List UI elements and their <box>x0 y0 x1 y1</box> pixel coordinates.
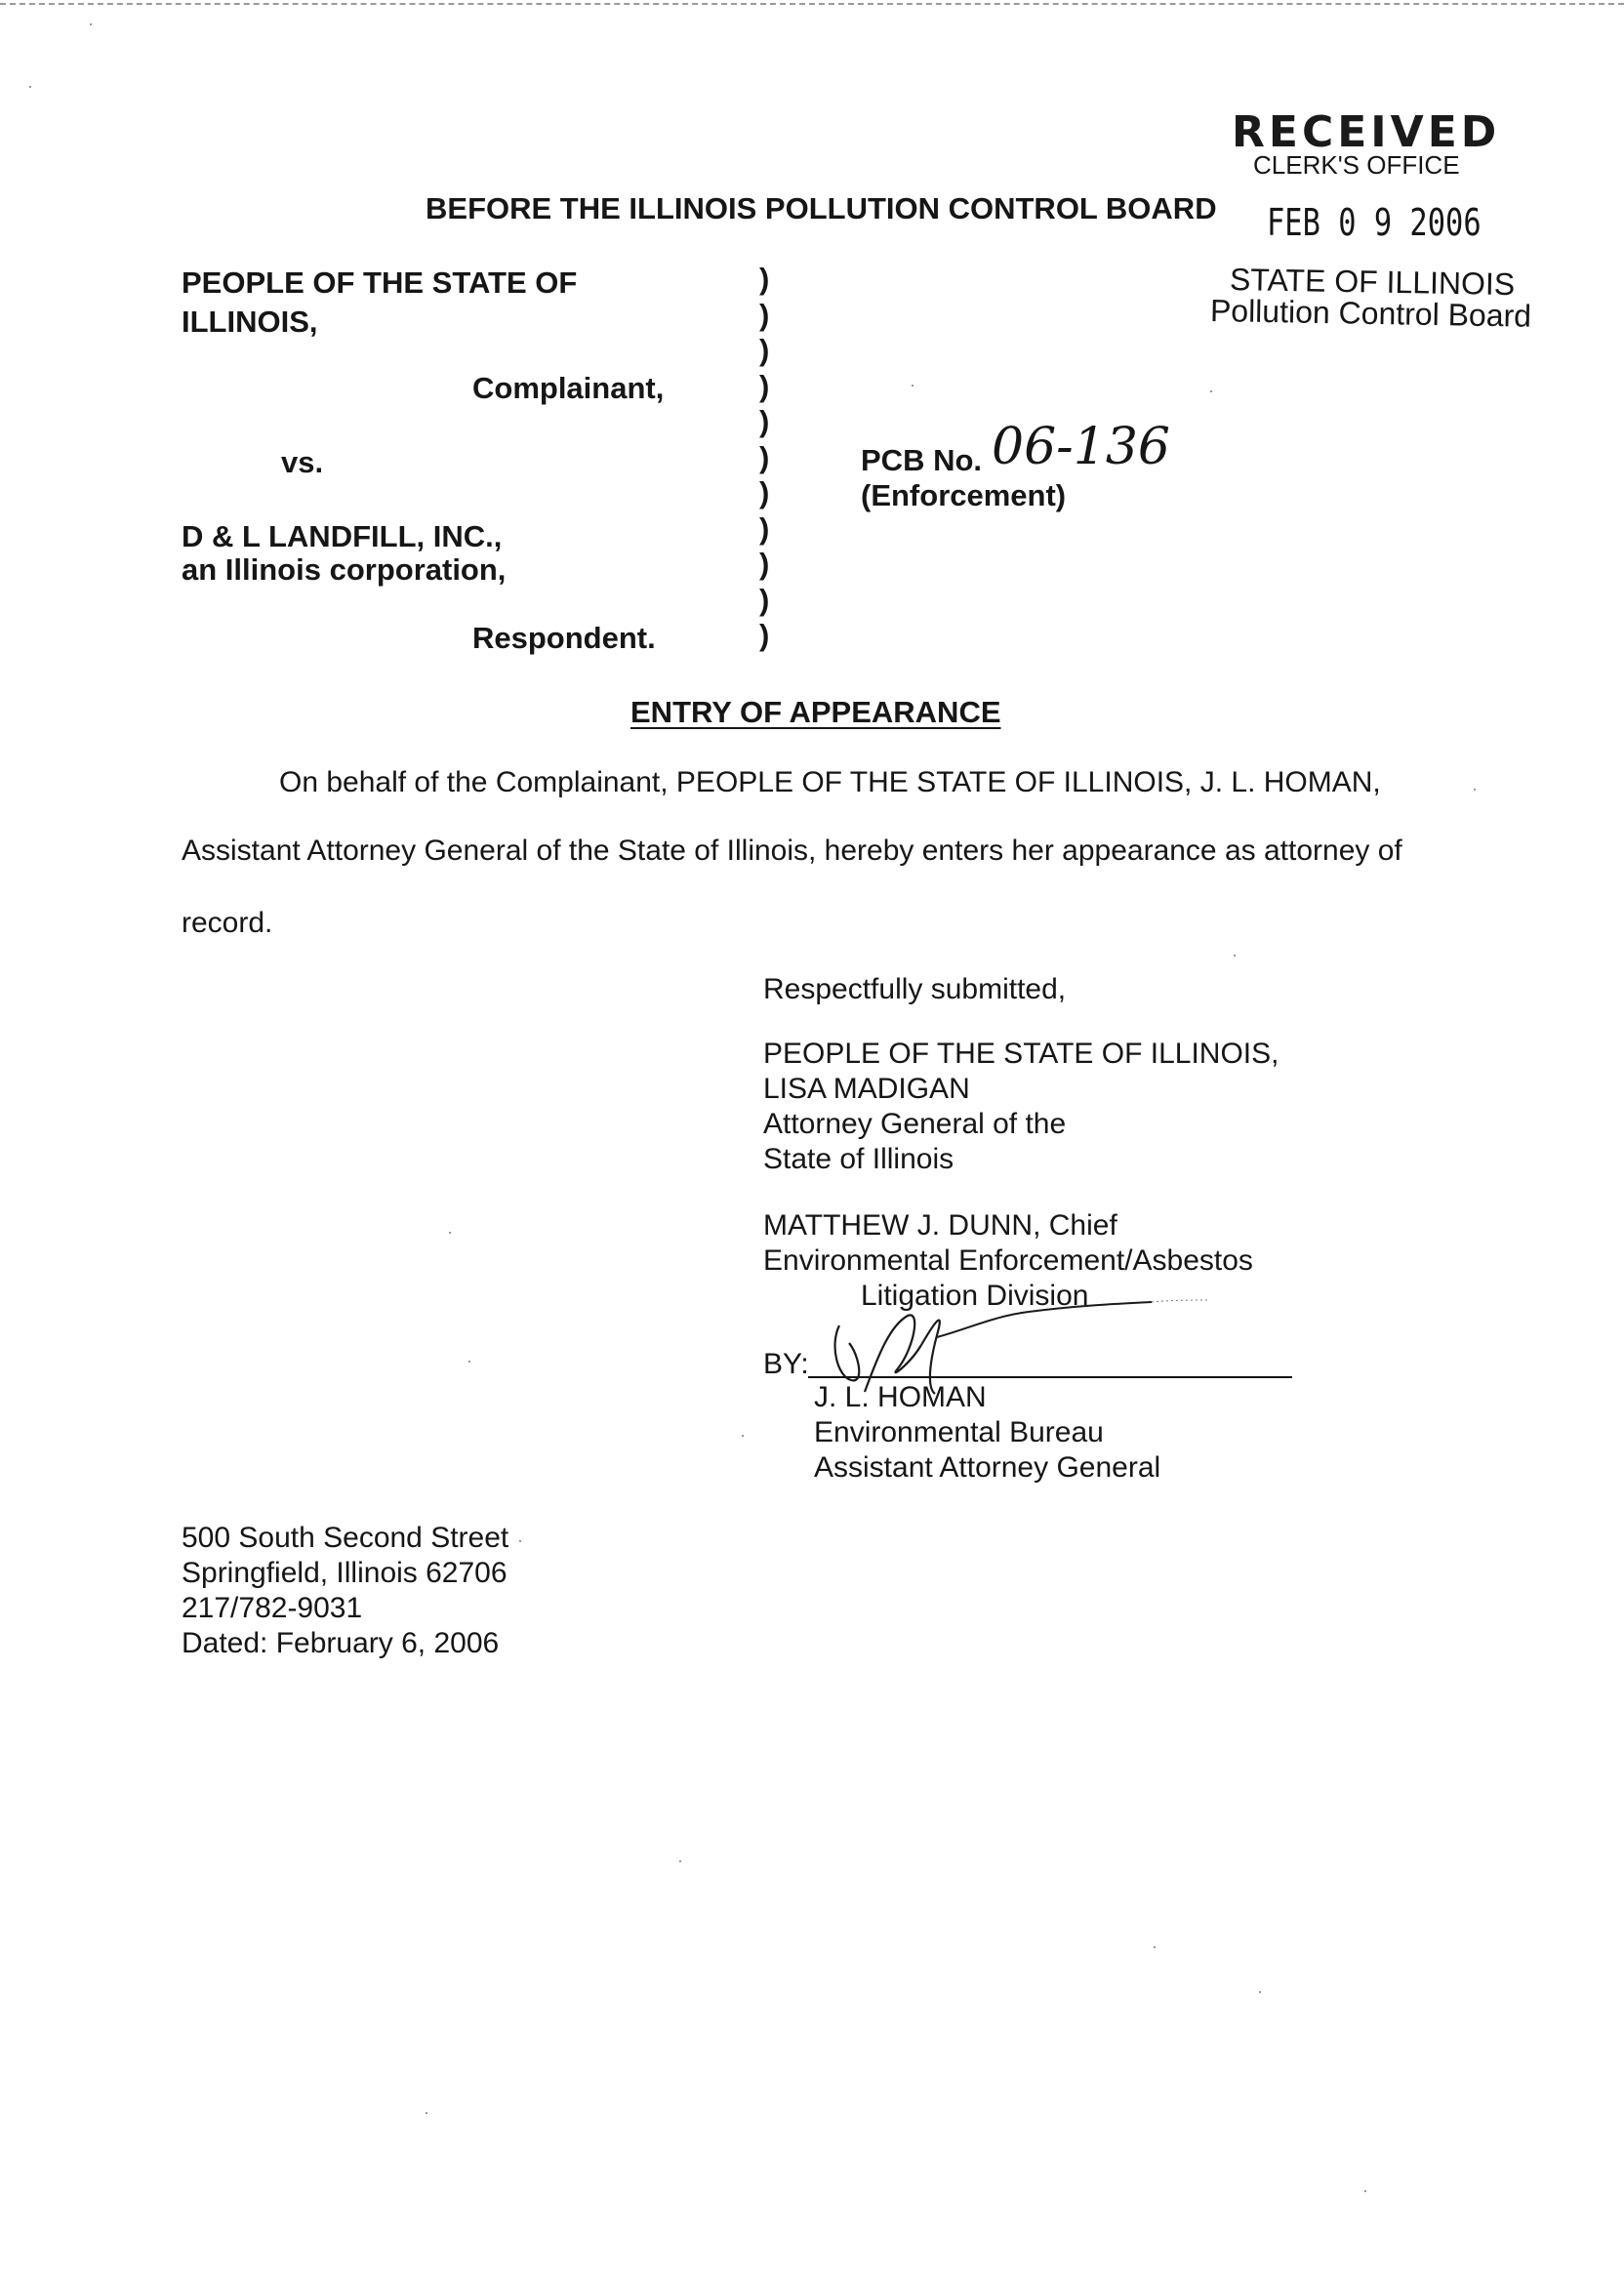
scan-speck <box>912 385 914 387</box>
address-street: 500 South Second Street <box>182 1522 509 1554</box>
paren: ) <box>759 439 770 474</box>
scan-speck <box>679 1860 681 1862</box>
dated-line: Dated: February 6, 2006 <box>182 1627 500 1659</box>
address-phone: 217/782-9031 <box>182 1592 363 1624</box>
scan-speck <box>742 1435 744 1437</box>
paren: ) <box>759 547 770 581</box>
paren: ) <box>759 475 770 509</box>
scan-speck <box>1210 390 1212 392</box>
stamp-state: STATE OF ILLINOIS <box>1229 262 1516 303</box>
division-line2: Litigation Division <box>861 1280 1089 1312</box>
scan-speck <box>1259 1991 1261 1993</box>
scan-speck <box>90 23 92 25</box>
body-line-3: record. <box>182 907 273 939</box>
stamp-received: RECEIVED <box>1232 107 1501 157</box>
closing: Respectfully submitted, <box>763 973 1067 1005</box>
scan-speck <box>468 1361 470 1363</box>
paren: ) <box>759 262 770 296</box>
respondent-role: Respondent. <box>472 621 656 655</box>
ag-title-line1: Attorney General of the <box>763 1108 1067 1140</box>
scan-speck <box>449 1232 451 1234</box>
paren: ) <box>759 404 770 438</box>
stamp-board: Pollution Control Board <box>1209 293 1532 334</box>
body-line-1: On behalf of the Complainant, PEOPLE OF THE STATE OF ILLINOIS, J. L. HOMAN, <box>279 766 1381 798</box>
versus: vs. <box>281 445 324 479</box>
party-name: PEOPLE OF THE STATE OF ILLINOIS, <box>763 1038 1279 1070</box>
scan-edge-line <box>0 3 1624 5</box>
stamp-date: FEB 0 9 2006 <box>1267 201 1482 244</box>
paren: ) <box>759 618 770 652</box>
complainant-name-line1: PEOPLE OF THE STATE OF <box>182 265 578 300</box>
body-line-2: Assistant Attorney General of the State of Illinois, hereby enters her appearance as attorney of <box>182 835 1402 867</box>
signer-name: J. L. HOMAN <box>814 1381 987 1413</box>
scan-speck <box>1474 789 1476 791</box>
paren: ) <box>759 582 770 617</box>
division-line1: Environmental Enforcement/Asbestos <box>763 1244 1253 1277</box>
ag-title-line2: State of Illinois <box>763 1143 954 1175</box>
complainant-name-line2: ILLINOIS, <box>182 305 318 339</box>
board-heading: BEFORE THE ILLINOIS POLLUTION CONTROL BOARD <box>426 191 1217 225</box>
by-label: BY: <box>763 1348 809 1380</box>
scan-speck <box>1364 2190 1366 2192</box>
document-title: ENTRY OF APPEARANCE <box>630 695 1001 729</box>
caption-paren-column <box>759 262 769 654</box>
complainant-role: Complainant, <box>472 371 665 405</box>
paren: ) <box>759 510 770 546</box>
ag-name: LISA MADIGAN <box>763 1073 970 1105</box>
scan-speck <box>519 1540 521 1542</box>
respondent-name-line1: D & L LANDFILL, INC., <box>182 519 503 553</box>
paren: ) <box>759 368 770 403</box>
pcb-label: PCB No. <box>861 443 982 477</box>
respondent-name-line2: an Illinois corporation, <box>182 552 507 587</box>
signer-bureau: Environmental Bureau <box>814 1416 1104 1448</box>
scan-speck <box>1234 955 1236 957</box>
scan-speck <box>29 86 31 88</box>
pcb-number-handwritten: 06-136 <box>992 418 1170 476</box>
paren: ) <box>759 333 770 367</box>
signer-title: Assistant Attorney General <box>814 1451 1161 1484</box>
scan-speck <box>1154 1946 1156 1948</box>
address-city: Springfield, Illinois 62706 <box>182 1557 508 1589</box>
stamp-clerks-office: CLERK'S OFFICE <box>1253 150 1460 180</box>
scan-speck <box>426 2112 427 2114</box>
paren: ) <box>759 297 770 332</box>
chief-name: MATTHEW J. DUNN, Chief <box>763 1209 1117 1242</box>
pcb-type: (Enforcement) <box>861 478 1067 512</box>
